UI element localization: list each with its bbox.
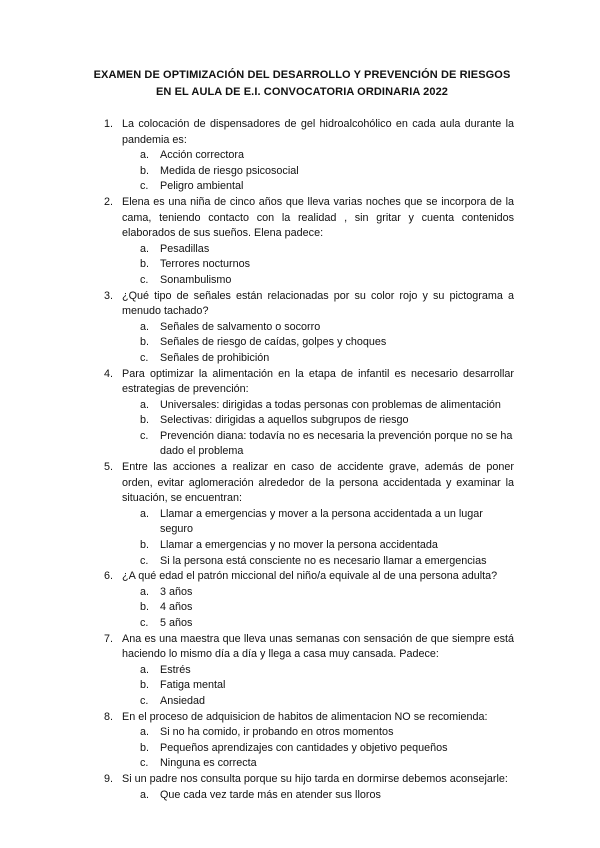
question-number: 9. xyxy=(104,772,114,785)
option-letter: c. xyxy=(140,180,149,193)
answer-option xyxy=(140,788,514,804)
option-letter: b. xyxy=(140,741,150,754)
option-letter: a. xyxy=(140,149,150,162)
question-item xyxy=(104,569,514,631)
answer-options xyxy=(122,788,514,804)
answer-option xyxy=(140,616,514,632)
option-letter: c. xyxy=(140,429,149,442)
answer-option xyxy=(140,741,514,757)
question-list xyxy=(104,117,514,803)
option-text: Prevención diana: todavía no es necesaria la prevención porque no se ha dado el problema xyxy=(160,429,513,458)
option-text: 4 años xyxy=(160,601,193,614)
question-text: Para optimizar la alimentación en la etapa de infantil es necesario desarrollar estrategias de prevención: xyxy=(122,367,514,396)
question-number: 8. xyxy=(104,710,114,723)
option-text: Ninguna es correcta xyxy=(160,757,257,770)
answer-option xyxy=(140,507,514,538)
answer-option xyxy=(140,148,514,164)
option-letter: c. xyxy=(140,694,149,707)
question-number: 6. xyxy=(104,570,114,583)
question-item xyxy=(104,367,514,461)
question-number: 5. xyxy=(104,461,114,474)
answer-option xyxy=(140,538,514,554)
answer-option xyxy=(140,585,514,601)
option-letter: a. xyxy=(140,507,150,520)
answer-option xyxy=(140,678,514,694)
question-text: En el proceso de adquisicion de habitos de alimentacion NO se recomienda: xyxy=(122,710,488,723)
option-text: Acción correctora xyxy=(160,149,245,162)
question-item xyxy=(104,710,514,772)
question-number: 3. xyxy=(104,289,114,302)
question-number: 2. xyxy=(104,195,114,208)
option-letter: c. xyxy=(140,757,149,770)
answer-options xyxy=(122,320,514,367)
question-item xyxy=(104,117,514,195)
answer-option xyxy=(140,257,514,273)
option-text: Fatiga mental xyxy=(160,679,226,692)
option-text: Si no ha comido, ir probando en otros momentos xyxy=(160,726,394,739)
answer-options xyxy=(122,398,514,460)
option-text: Pequeños aprendizajes con cantidades y objetivo pequeños xyxy=(160,741,448,754)
question-text: ¿Qué tipo de señales están relacionadas por su color rojo y su pictograma a menudo tachado? xyxy=(122,289,514,318)
option-text: Llamar a emergencias y mover a la persona accidentada a un lugar seguro xyxy=(160,507,483,536)
option-text: Señales de riesgo de caídas, golpes y choques xyxy=(160,336,387,349)
option-letter: b. xyxy=(140,601,150,614)
option-text: Selectivas: dirigidas a aquellos subgrupos de riesgo xyxy=(160,414,409,427)
question-text: Si un padre nos consulta porque su hijo tarda en dormirse debemos aconsejarle: xyxy=(122,772,508,785)
option-text: Ansiedad xyxy=(160,694,206,707)
answer-option xyxy=(140,429,514,460)
option-text: Si la persona está consciente no es necesario llamar a emergencias xyxy=(160,554,487,567)
option-letter: b. xyxy=(140,258,150,271)
option-letter: a. xyxy=(140,663,150,676)
exam-title-line-1: EXAMEN DE OPTIMIZACIÓN DEL DESARROLLO Y PREVENCIÓN DE RIESGOS xyxy=(93,69,511,81)
answer-options xyxy=(122,242,514,289)
answer-option xyxy=(140,242,514,258)
answer-option xyxy=(140,179,514,195)
answer-option xyxy=(140,554,514,570)
question-text: ¿A qué edad el patrón miccional del niño/a equivale al de una persona adulta? xyxy=(122,570,498,583)
question-item xyxy=(104,772,514,803)
option-text: Sonambulismo xyxy=(160,273,232,286)
option-letter: c. xyxy=(140,554,149,567)
option-letter: c. xyxy=(140,273,149,286)
option-text: 3 años xyxy=(160,585,193,598)
answer-option xyxy=(140,756,514,772)
option-text: Llamar a emergencias y no mover la persona accidentada xyxy=(160,539,438,552)
answer-option xyxy=(140,398,514,414)
option-letter: a. xyxy=(140,398,150,411)
option-text: Que cada vez tarde más en atender sus lloros xyxy=(160,788,381,801)
answer-options xyxy=(122,585,514,632)
option-letter: b. xyxy=(140,164,150,177)
question-text: Elena es una niña de cinco años que lleva varias noches que se incorpora de la cama, teniendo contacto con la realidad , sin gritar y cuenta contenidos elaborados de sus sueños. Elena padece: xyxy=(122,195,514,240)
option-letter: b. xyxy=(140,414,150,427)
option-letter: c. xyxy=(140,617,149,629)
option-letter: b. xyxy=(140,336,150,349)
question-item xyxy=(104,195,514,289)
option-letter: b. xyxy=(140,539,150,552)
option-text: 5 años xyxy=(160,617,193,629)
question-number: 1. xyxy=(104,118,114,130)
option-letter: c. xyxy=(140,351,149,364)
answer-options xyxy=(122,507,514,569)
option-text: Peligro ambiental xyxy=(160,180,244,193)
option-text: Señales de prohibición xyxy=(160,351,270,364)
question-number: 7. xyxy=(104,632,114,645)
answer-option xyxy=(140,413,514,429)
answer-option xyxy=(140,725,514,741)
answer-option xyxy=(140,694,514,710)
answer-option xyxy=(140,663,514,679)
answer-options xyxy=(122,725,514,772)
question-number: 4. xyxy=(104,367,114,380)
question-text: La colocación de dispensadores de gel hidroalcohólico en cada aula durante la pandemia es: xyxy=(122,118,514,146)
answer-option xyxy=(140,335,514,351)
answer-option xyxy=(140,273,514,289)
option-letter: b. xyxy=(140,679,150,692)
option-letter: a. xyxy=(140,726,150,739)
answer-option xyxy=(140,600,514,616)
option-letter: a. xyxy=(140,320,150,333)
question-text: Entre las acciones a realizar en caso de accidente grave, además de poner orden, evitar aglomeración alrededor de la persona accidentada y examinar la situación, se encuentran: xyxy=(122,461,514,505)
exam-title-line-2: EN EL AULA DE E.I. CONVOCATORIA ORDINARIA 2022 xyxy=(155,86,449,98)
exam-title xyxy=(90,67,514,101)
answer-option xyxy=(140,164,514,180)
answer-option xyxy=(140,351,514,367)
question-item xyxy=(104,289,514,367)
option-text: Medida de riesgo psicosocial xyxy=(160,164,299,177)
option-letter: a. xyxy=(140,242,150,255)
question-item xyxy=(104,460,514,569)
question-text: Ana es una maestra que lleva unas semanas con sensación de que siempre está haciendo lo mismo día a día y llega a casa muy cansada. Padece: xyxy=(122,632,514,661)
option-letter: a. xyxy=(140,585,150,598)
option-text: Pesadillas xyxy=(160,242,210,255)
answer-options xyxy=(122,148,514,195)
answer-options xyxy=(122,663,514,710)
option-text: Terrores nocturnos xyxy=(160,258,251,271)
option-text: Señales de salvamento o socorro xyxy=(160,320,321,333)
option-text: Universales: dirigidas a todas personas con problemas de alimentación xyxy=(160,398,501,411)
option-text: Estrés xyxy=(160,663,191,676)
question-item xyxy=(104,632,514,710)
option-letter: a. xyxy=(140,788,150,801)
answer-option xyxy=(140,320,514,336)
